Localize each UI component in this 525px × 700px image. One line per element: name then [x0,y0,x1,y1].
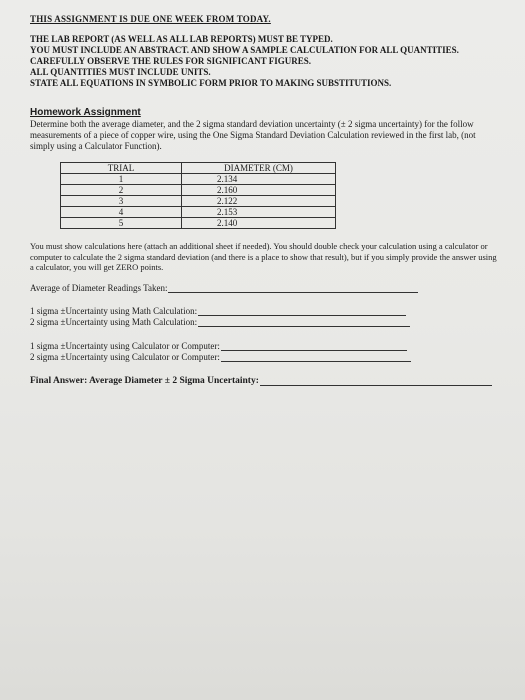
calc-1sigma-label: 1 sigma ±Uncertainty using Calculator or Computer: [30,340,220,351]
lab-rules [30,34,500,89]
diameter-cell: 2.160 [182,185,336,196]
average-field [30,283,500,293]
math-1sigma-field [30,306,500,316]
table-row [61,174,336,185]
diameter-cell: 2.153 [182,207,336,218]
final-answer-line[interactable] [260,376,492,386]
calc-2sigma-label: 2 sigma ±Uncertainty using Calculator or Computer: [30,351,220,362]
trial-cell: 2 [61,185,182,196]
final-answer-field [30,376,500,386]
trial-cell: 4 [61,207,182,218]
average-answer-line[interactable] [168,283,418,293]
homework-title: Homework Assignment [30,107,141,118]
trial-cell: 1 [61,174,182,185]
rule-abstract: YOU MUST INCLUDE AN ABSTRACT. AND SHOW A SAMPLE CALCULATION FOR ALL QUANTITIES. [30,45,459,55]
math-1sigma-label: 1 sigma ±Uncertainty using Math Calculation: [30,305,198,316]
trial-cell: 3 [61,196,182,207]
column-header-diameter: DIAMETER (CM) [182,163,336,174]
document-body [30,14,500,386]
math-2sigma-label: 2 sigma ±Uncertainty using Math Calculation: [30,316,198,327]
final-answer-label: Final Answer: Average Diameter ± 2 Sigma Uncertainty: [30,375,259,386]
rule-units: ALL QUANTITIES MUST INCLUDE UNITS. [30,67,211,77]
rule-typed: THE LAB REPORT (AS WELL AS ALL LAB REPORTS) MUST BE TYPED. [30,34,333,44]
diameter-cell: 2.122 [182,196,336,207]
table-row [61,207,336,218]
trial-cell: 5 [61,218,182,229]
calc-2sigma-field [30,352,500,362]
math-1sigma-answer-line[interactable] [198,306,406,316]
calc-1sigma-answer-line[interactable] [221,341,407,351]
due-notice: THIS ASSIGNMENT IS DUE ONE WEEK FROM TODAY. [30,14,271,24]
homework-instructions: Determine both the average diameter, and the 2 sigma standard deviation uncertainty (± 2 sigma uncertainty) for the follow measurements of a piece of copper wire, using the One Sigma Standard Deviation Calculation reviewed in the first lab, (not simply using a Calculator Function). [30,119,476,151]
calc-1sigma-field [30,341,500,351]
table-row [61,218,336,229]
calculation-note: You must show calculations here (attach an additional sheet if needed). You should double check your calculation using a calculator or computer to calculate the 2 sigma standard deviation (and there is a place to show that result), but if you simply provide the answer using a calculator, you will get ZERO points. [30,241,497,272]
average-label: Average of Diameter Readings Taken: [30,282,168,293]
diameter-cell: 2.134 [182,174,336,185]
column-header-trial: TRIAL [61,163,182,174]
measurements-table [60,162,336,229]
table-row [61,196,336,207]
table-header-row [61,163,336,174]
calc-2sigma-answer-line[interactable] [221,352,411,362]
diameter-cell: 2.140 [182,218,336,229]
math-2sigma-answer-line[interactable] [198,317,410,327]
table-row [61,185,336,196]
math-2sigma-field [30,317,500,327]
rule-sig-figs: CAREFULLY OBSERVE THE RULES FOR SIGNIFICANT FIGURES. [30,56,311,66]
rule-equations: STATE ALL EQUATIONS IN SYMBOLIC FORM PRIOR TO MAKING SUBSTITUTIONS. [30,78,392,88]
